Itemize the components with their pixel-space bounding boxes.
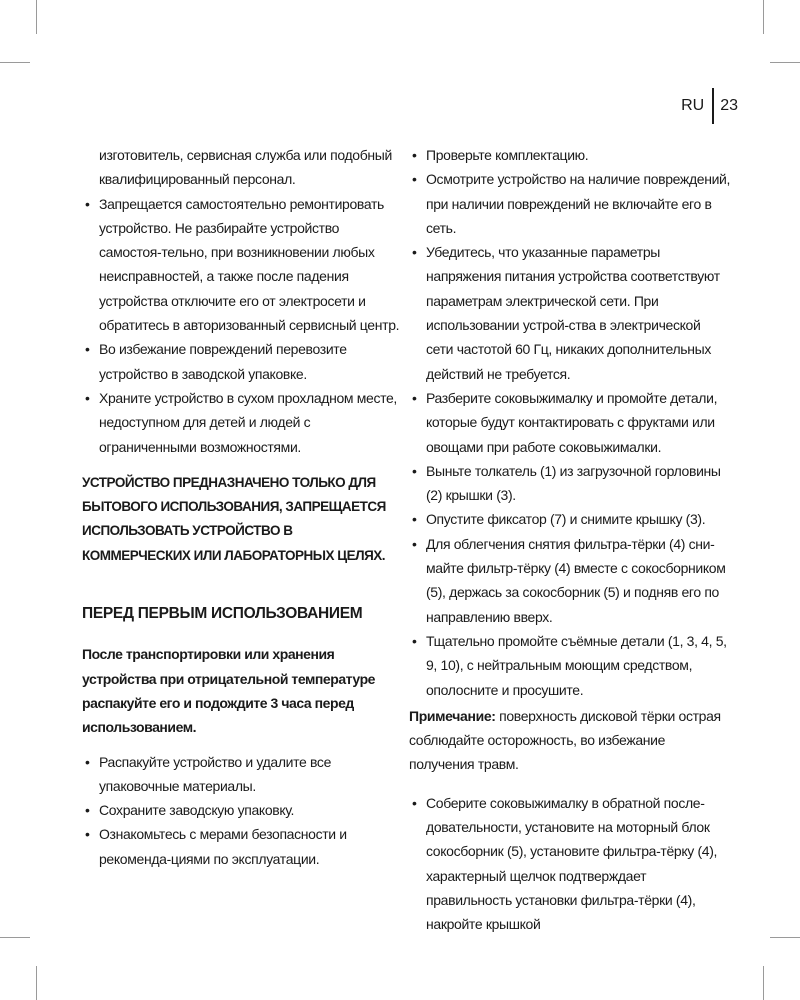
section-title: ПЕРЕД ПЕРВЫМ ИСПОЛЬЗОВАНИЕМ xyxy=(82,605,363,623)
crop-mark xyxy=(770,937,800,938)
list-item: • Запрещается самостоятельно ремонтировать устройство. Не разбирайте устройство самостоя-тельно, при возникновении любых неисправностей, а также после падения устройства отключите его от электросети и обратитесь в авторизованный сервисный центр. xyxy=(82,192,400,338)
list-item: • Во избежание повреждений перевозите устройство в заводской упаковке. xyxy=(82,337,400,386)
note-paragraph xyxy=(409,704,731,777)
bullet-list xyxy=(409,143,731,702)
list-item: • Для облегчения снятия фильтра-тёрки (4) сни-майте фильтр-тёрку (4) вместе с сокосборником (5), держась за сокосборник (5) и подняв его по направлению вверх. xyxy=(409,532,731,629)
list-item: • Опустите фиксатор (7) и снимите крышку (3). xyxy=(409,507,731,531)
bullet-list xyxy=(82,750,400,871)
note-label: Примечание: xyxy=(409,707,496,724)
crop-mark xyxy=(0,937,30,938)
right-column xyxy=(409,143,731,937)
list-item: • Сохраните заводскую упаковку. xyxy=(82,798,400,822)
crop-mark xyxy=(0,62,30,63)
list-item: • Разберите соковыжималку и промойте детали, которые будут контактировать с фруктами или овощами при работе соковыжималки. xyxy=(409,386,731,459)
bullet-list xyxy=(409,791,731,937)
list-item: • Храните устройство в сухом прохладном месте, недоступном для детей и людей с ограниченными возможностями. xyxy=(82,386,400,459)
warning-caps-paragraph: УСТРОЙСТВО ПРЕДНАЗНАЧЕНО ТОЛЬКО ДЛЯ БЫТОВОГО ИСПОЛЬЗОВАНИЯ, ЗАПРЕЩАЕТСЯ ИСПОЛЬЗОВАТЬ УСТРОЙСТВО В КОММЕРЧЕСКИХ ИЛИ ЛАБОРАТОРНЫХ ЦЕЛЯХ. xyxy=(82,474,386,563)
page-number: 23 xyxy=(720,97,738,114)
list-item: • Ознакомьтесь с мерами безопасности и рекоменда-циями по эксплуатации. xyxy=(82,822,400,871)
page-header xyxy=(681,88,738,124)
bold-paragraph: После транспортировки или хранения устройства при отрицательной температуре распакуйте его и подождите 3 часа перед использованием. xyxy=(82,646,376,736)
crop-mark xyxy=(763,966,764,1000)
list-item: • Убедитесь, что указанные параметры напряжения питания устройства соответствуют параметрам электрической сети. При использовании устрой-ства в электрической сети частотой 60 Гц, никаких дополнительных действий не требуется. xyxy=(409,240,731,386)
list-item: • Проверьте комплектацию. xyxy=(409,143,731,167)
list-item: • Тщательно промойте съёмные детали (1, 3, 4, 5, 9, 10), с нейтральным моющим средством, ополосните и просушите. xyxy=(409,629,731,702)
bullet-list xyxy=(82,192,400,459)
continued-text: изготовитель, сервисная служба или подобный квалифицированный персонал. xyxy=(99,147,392,188)
crop-mark xyxy=(36,966,37,1000)
crop-mark xyxy=(36,0,37,34)
list-item: • Осмотрите устройство на наличие повреждений, при наличии повреждений не включайте его в сеть. xyxy=(409,167,731,240)
list-item: • Распакуйте устройство и удалите все упаковочные материалы. xyxy=(82,750,400,799)
list-item: • Соберите соковыжималку в обратной после-довательности, установите на моторный блок сокосборник (5), установите фильтра-тёрку (4), характерный щелчок подтверждает правильность установки фильтра-тёрки (4), накройте крышкой xyxy=(409,791,731,937)
note-text: поверхность дисковой тёрки острая соблюдайте осторожность, во избежание получения травм. xyxy=(409,707,721,773)
language-code: RU xyxy=(681,97,705,114)
crop-mark xyxy=(763,0,764,34)
list-item: • Выньте толкатель (1) из загрузочной горловины (2) крышки (3). xyxy=(409,459,731,508)
crop-mark xyxy=(770,62,800,63)
left-column xyxy=(82,143,400,871)
